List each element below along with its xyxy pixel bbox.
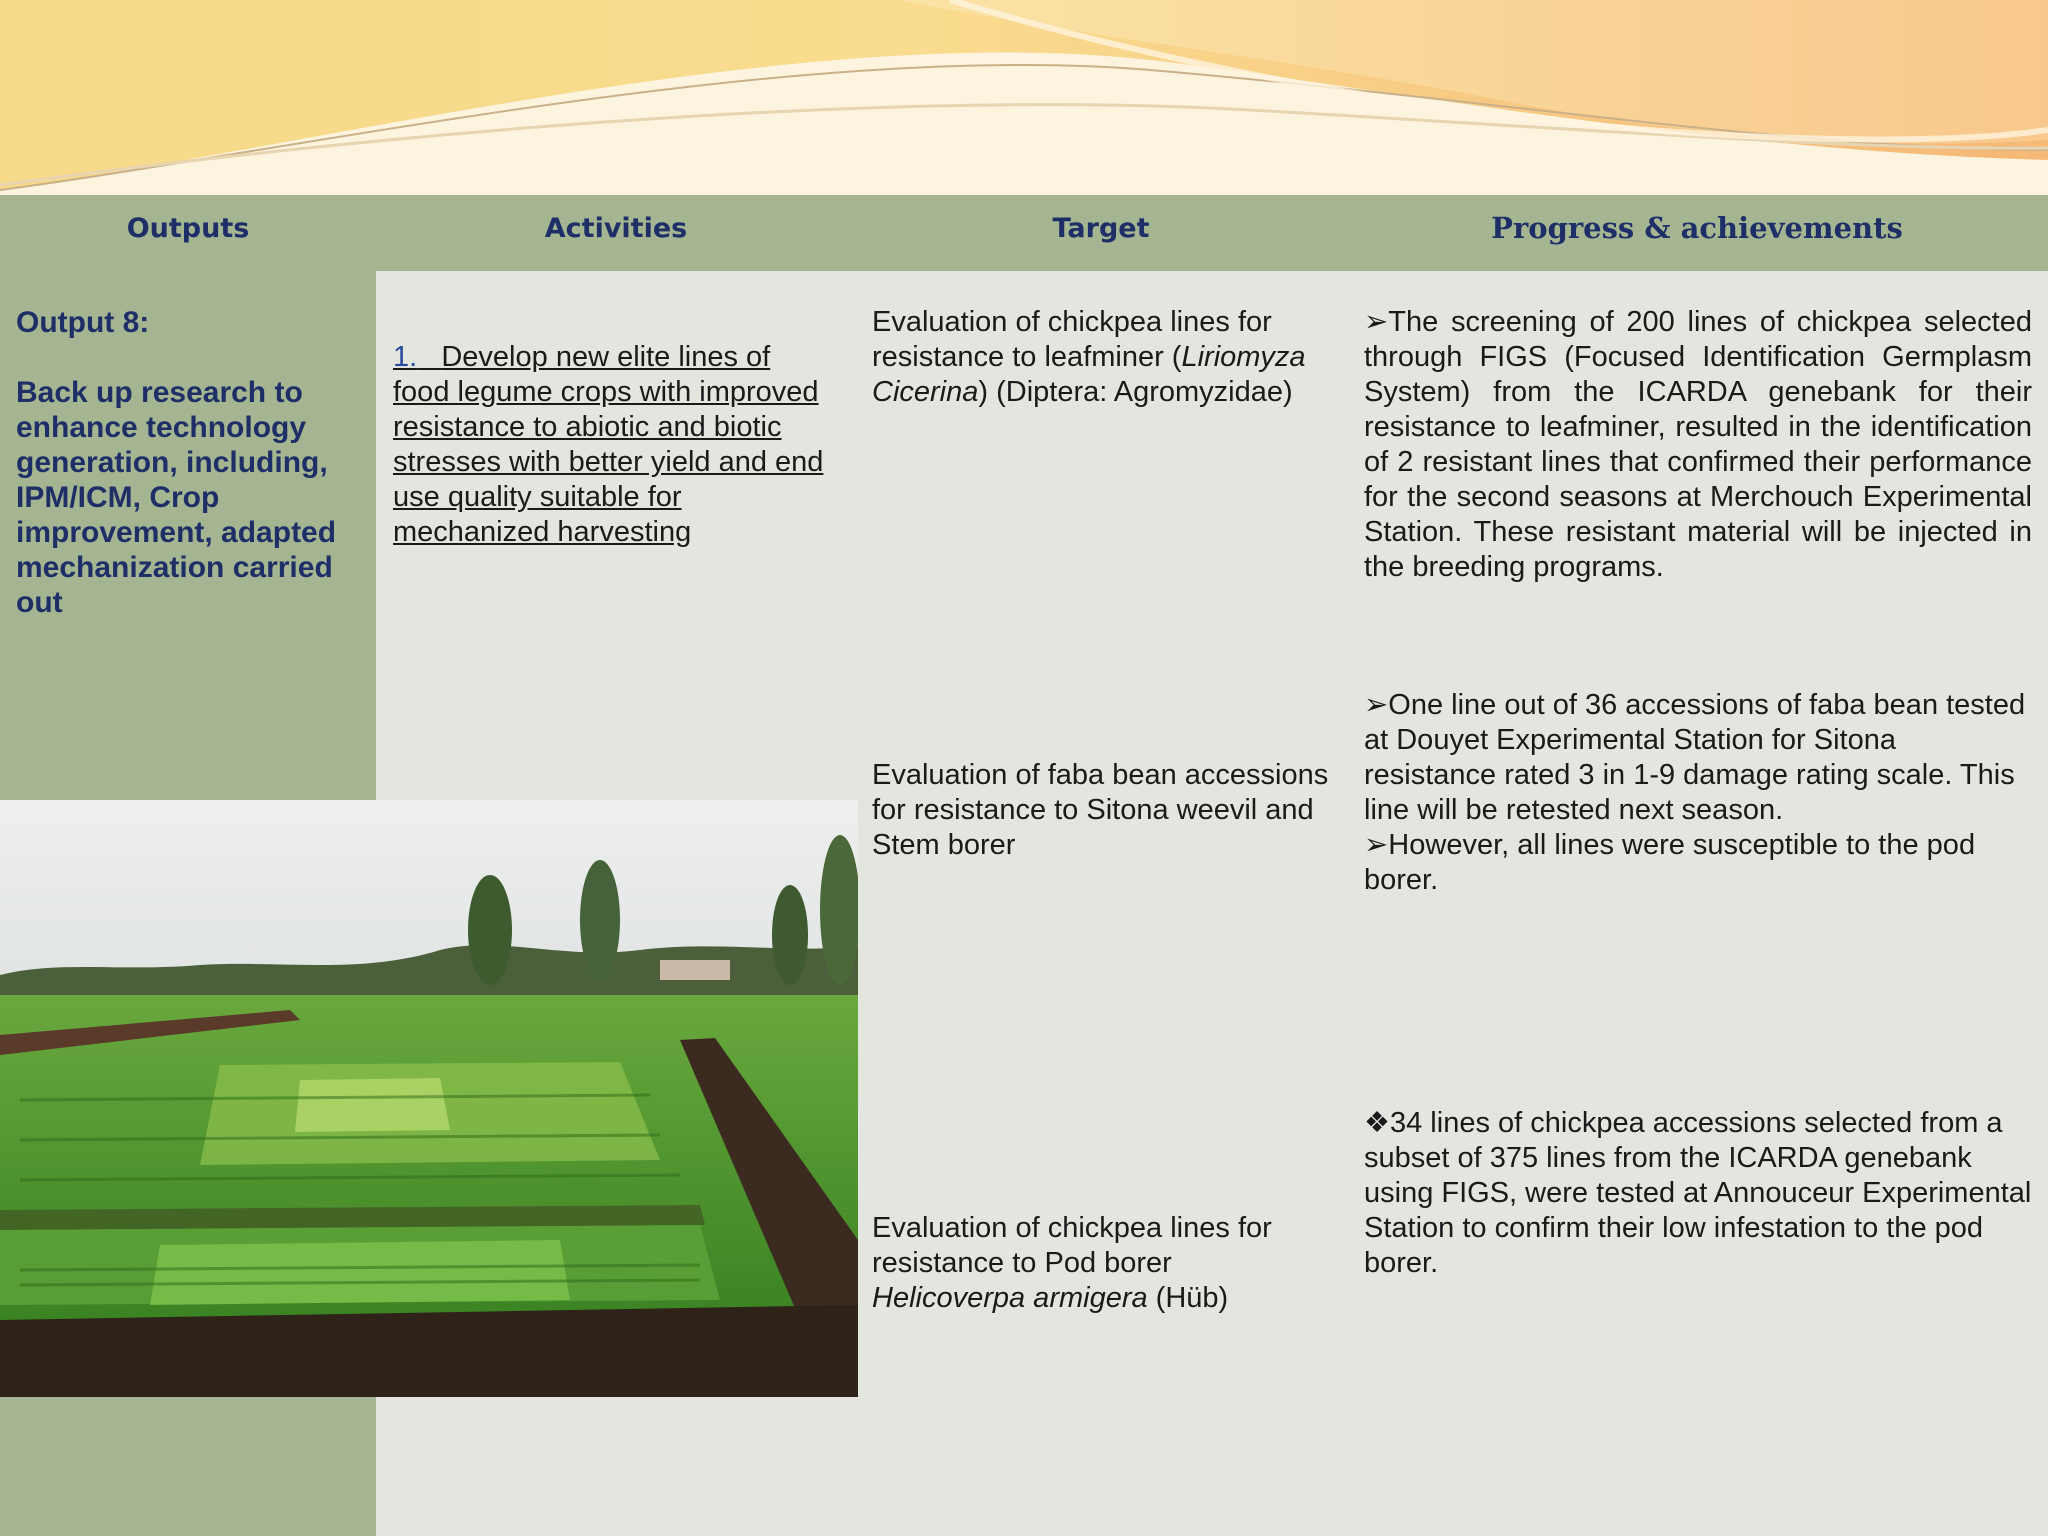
- activity-item: [393, 340, 833, 550]
- header-target: Target: [1052, 213, 1150, 244]
- target-item: Evaluation of faba bean accessions for resistance to Sitona weevil and Stem borer: [872, 759, 1329, 861]
- activity-number: 1.: [393, 341, 418, 373]
- header-activities: Activities: [544, 213, 688, 244]
- target-item: Evaluation of chickpea lines for resistance to leafminer (Liriomyza Cicerina) (Diptera: Agromyzidae): [872, 306, 1306, 408]
- table-header-row: [0, 195, 2048, 271]
- output-title: Output 8:: [16, 306, 150, 339]
- header-progress: Progress & achievements: [1491, 211, 1903, 245]
- progress-point: ➢One line out of 36 accessions of faba bean tested at Douyet Experimental Station for Sitona resistance rated 3 in 1-9 damage rating scale. This line will be retested next season.: [1364, 689, 2026, 826]
- output-description: Back up research to enhance technology generation, including, IPM/ICM, Crop improvement, adapted mechanization carried out: [16, 376, 337, 619]
- target-item: Evaluation of chickpea lines for resistance to Pod borer Helicoverpa armigera (Hüb): [872, 1212, 1272, 1314]
- progress-item: [1364, 688, 2032, 898]
- activity-text: Develop new elite lines of food legume crops with improved resistance to abiotic and biotic stresses with better yield and end use quality suitable for mechanized harvesting: [393, 341, 824, 548]
- header-outputs: Outputs: [126, 213, 250, 244]
- progress-point: ➢However, all lines were susceptible to the pod borer.: [1364, 829, 1976, 896]
- decorative-banner: [0, 0, 2048, 195]
- field-trial-photo: [0, 800, 858, 1397]
- progress-item: ❖34 lines of chickpea accessions selected from a subset of 375 lines from the ICARDA genebank using FIGS, were tested at Annouceur Experimental Station to confirm their low infestation to the pod borer.: [1364, 1107, 2032, 1279]
- progress-item: ➢The screening of 200 lines of chickpea selected through FIGS (Focused Identification Germplasm System) from the ICARDA genebank for their resistance to leafminer, resulted in the identification of 2 resistant lines that confirmed their performance for the second seasons at Merchouch Experimental Station. These resistant material will be injected in the breeding programs.: [1364, 306, 2032, 583]
